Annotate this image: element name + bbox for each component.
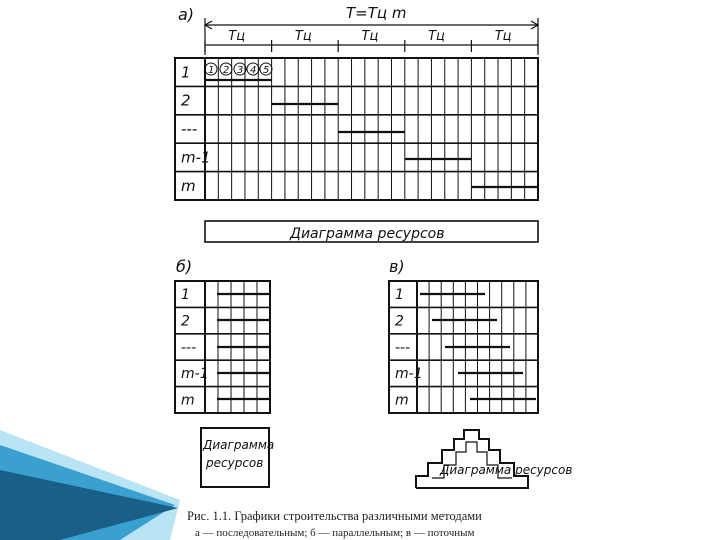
panel-b-resource-label-line2: ресурсов (206, 456, 264, 470)
cycle-duration-label: Tц (494, 29, 512, 44)
cycle-duration-label: Tц (294, 29, 312, 44)
panel-b (175, 257, 274, 487)
panel-a-row-label: --- (181, 120, 198, 139)
stage-number-4: 4 (250, 65, 257, 76)
panel-c-row-label: m (395, 392, 409, 409)
panel-c-row-label: m-1 (395, 366, 423, 383)
panel-b-label: б) (176, 257, 193, 276)
panel-c-row-label: 1 (395, 286, 404, 303)
panel-a (175, 4, 538, 242)
panel-a-row-labels (181, 63, 211, 195)
panel-a-resource-label: Диаграмма ресурсов (290, 226, 445, 242)
panel-c-resource-step-diagram (416, 430, 528, 488)
total-duration-formula: T=Tц m (346, 4, 407, 22)
stage-number-2: 2 (223, 65, 230, 76)
panel-c (389, 257, 572, 488)
panel-b-row-label: m-1 (181, 366, 209, 383)
figure-caption (187, 509, 482, 539)
stage-number-3: 3 (237, 65, 244, 76)
panel-a-row-dividers (175, 86, 538, 171)
panel-c-row-labels (395, 287, 423, 409)
cycle-duration-label: Tц (228, 29, 246, 44)
stage-numbers (205, 63, 272, 76)
caption-line-2: а — последовательным; б — параллельным; в — поточным (195, 527, 475, 539)
panel-b-resource-label-line1: Диаграмма (203, 438, 275, 452)
panel-b-row-label: 2 (181, 313, 190, 330)
panel-b-row-label: 1 (181, 286, 190, 303)
corner-decoration (0, 430, 180, 540)
panel-c-resource-label: Диаграмма ресурсов (440, 463, 573, 477)
stage-number-5: 5 (263, 65, 270, 76)
panel-a-label: а) (178, 5, 195, 24)
panel-a-row-label: m (181, 176, 196, 195)
panel-a-row-label: 1 (181, 63, 191, 82)
panel-c-row-label: 2 (395, 313, 404, 330)
panel-b-row-label: m (181, 392, 195, 409)
caption-line-1: Рис. 1.1. Графики строительства различными методами (187, 509, 482, 523)
panel-b-row-label: --- (181, 339, 197, 356)
panel-a-row-label: 2 (181, 91, 191, 110)
cycle-duration-label: Tц (428, 29, 445, 44)
panel-a-row-label: m-1 (181, 148, 211, 167)
panel-c-row-label: --- (395, 339, 411, 356)
panel-c-label: в) (389, 257, 405, 276)
cycle-duration-label: Tц (361, 29, 379, 44)
stage-number-1: 1 (208, 65, 215, 76)
cycle-labels (228, 29, 511, 44)
